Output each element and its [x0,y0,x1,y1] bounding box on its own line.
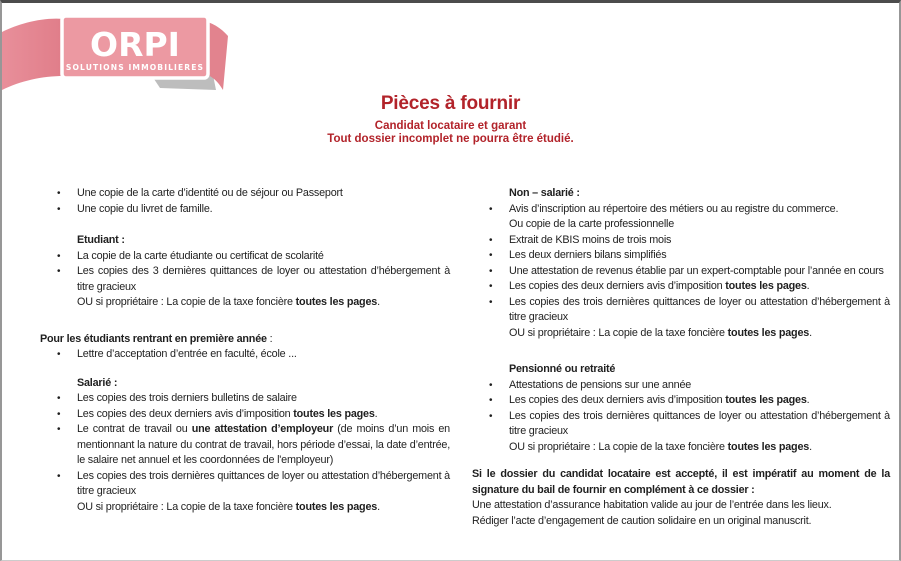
bullet-icon: • [57,393,61,404]
list-item: • Une attestation de revenus établie par un expert-comptable pour l’année en cours [472,264,890,280]
warning-text: Tout dossier incomplet ne pourra être étudié. [327,133,574,145]
bullet-icon: • [57,188,61,199]
brand-text: ORPI [90,25,180,64]
paragraph: Rédiger l’acte d’engagement de caution solidaire en un original manuscrit. [472,514,812,527]
section-heading: Non – salarié : [509,187,580,199]
continuation-line: Ou copie de la carte professionnelle [509,218,675,230]
bullet-icon: • [489,281,493,292]
spacer [40,311,450,332]
section-heading: Etudiant : [77,234,125,246]
list-item: • Attestations de pensions sur une année [472,378,890,394]
bullet-icon: • [489,234,493,246]
tagline-text: SOLUTIONS IMMOBILIERES [65,63,205,72]
page-title: Pièces à fournir [380,93,521,114]
bullet-icon: • [57,470,61,482]
continuation-line: OU si propriétaire : La copie de la taxe foncière toutes les pages. [77,296,380,308]
list-item: • Les copies des trois derniers bulletins de salaire [40,391,450,407]
bullet-icon: • [57,266,61,277]
list-item: • Les deux derniers bilans simplifiés [472,248,890,264]
list-item: • Avis d’inscription au répertoire des métiers ou au registre du commerce. [472,202,890,218]
list-item: • Les copies des deux derniers avis d’imposition toutes les pages. [472,279,890,295]
list-item: • Le contrat de travail ou une attestation d’employeur (de moins d’un mois en mentionnant la nature du contrat de travail, hors période d’essai, la date d’entrée, le salaire net annuel et les coordonnées de l'employeur) [40,422,450,469]
spacer [472,455,890,467]
section-heading: Pensionné ou retraité [509,363,616,375]
list-item: • Lettre d’acceptation d’entrée en faculté, école ... [40,347,450,363]
right-column [472,186,890,529]
bullet-icon: • [57,349,61,360]
bullet-icon: • [489,395,493,406]
bullet-icon: • [57,424,61,435]
spacer [40,363,450,376]
list-item: • Une copie de la carte d’identité ou de séjour ou Passeport [40,186,450,202]
continuation-line: OU si propriétaire : La copie de la taxe foncière toutes les pages. [77,500,380,513]
bullet-icon: • [57,203,61,215]
page-subtitle: Candidat locataire et garant [374,120,527,132]
spacer [40,217,450,233]
bullet-icon: • [489,203,493,215]
spacer [472,341,890,362]
list-item: • La copie de la carte étudiante ou certificat de scolarité [40,249,450,265]
bullet-icon: • [489,265,493,277]
continuation-line: OU si propriétaire : La copie de la taxe foncière toutes les pages. [509,326,812,339]
section-heading: Pour les étudiants rentrant en première année : [40,332,273,345]
bullet-icon: • [489,379,493,391]
bullet-icon: • [489,250,493,261]
orpi-logo [2,6,237,92]
title-block [2,93,899,145]
bullet-icon: • [57,408,61,420]
list-item: • Extrait de KBIS moins de trois mois [472,233,890,249]
bullet-icon: • [57,250,61,262]
paragraph: Une attestation d’assurance habitation valide au jour de l’entrée dans les lieux. [472,499,832,511]
list-item: • Les copies des deux derniers avis d’imposition toutes les pages. [40,407,450,423]
ribbon-left-tail [2,19,64,90]
list-item: • Les copies des 3 dernières quittances de loyer ou attestation d’hébergement à titre gracieux [40,264,450,295]
list-item: • Les copies des trois dernières quittances de loyer ou attestation d’hébergement à titre gracieux [472,295,890,326]
list-item: • Les copies des deux derniers avis d’imposition toutes les pages. [472,393,890,409]
list-item: • Une copie du livret de famille. [40,202,450,218]
left-column [40,186,450,515]
continuation-line: OU si propriétaire : La copie de la taxe foncière toutes les pages. [509,440,812,453]
list-item: • Les copies des trois dernières quittances de loyer ou attestation d’hébergement à titre gracieux [472,409,890,440]
bullet-icon: • [489,410,493,422]
paragraph: Si le dossier du candidat locataire est accepté, il est impératif au moment de la signature du bail de fournir en complément à ce dossier : [472,468,890,496]
list-item: • Les copies des trois dernières quittances de loyer ou attestation d’hébergement à titre gracieux [40,469,450,500]
section-heading: Salarié : [77,376,118,389]
bullet-icon: • [489,296,493,308]
